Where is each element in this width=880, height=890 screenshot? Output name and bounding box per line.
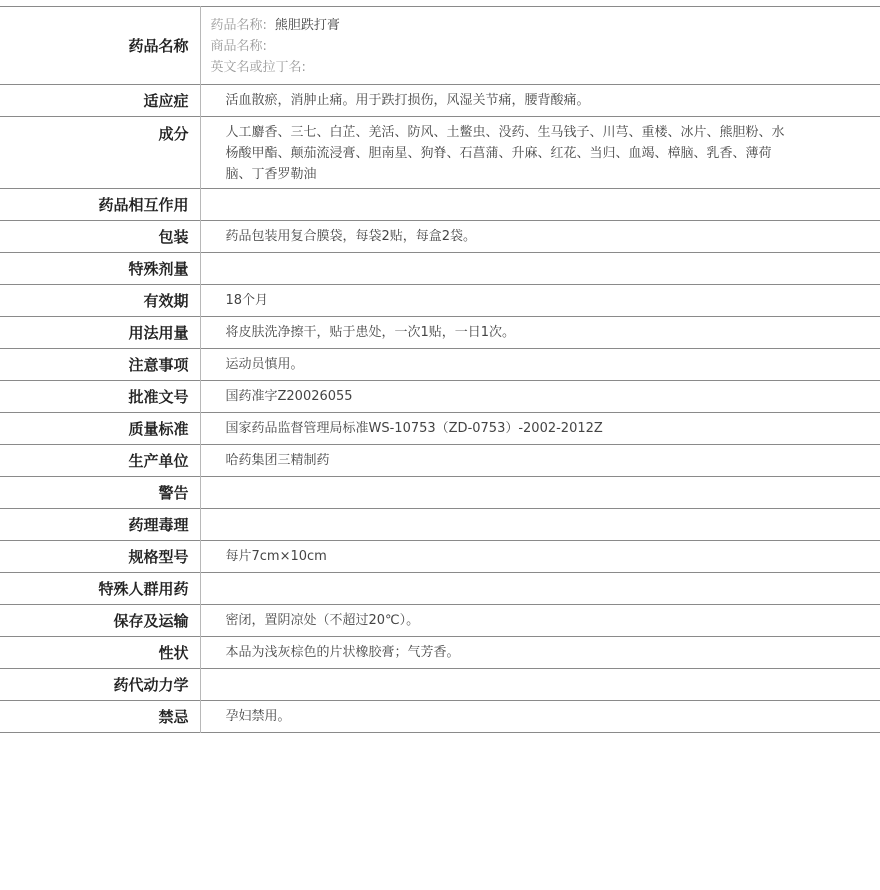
row-label: 药品相互作用 [0, 189, 200, 221]
row-value [200, 253, 880, 285]
row-value [200, 189, 880, 221]
row-label: 用法用量 [0, 317, 200, 349]
row-label: 警告 [0, 477, 200, 509]
row-label: 特殊剂量 [0, 253, 200, 285]
row-value: 密闭，置阴凉处（不超过20℃）。 [225, 613, 420, 628]
row-approval-number [0, 381, 880, 413]
row-manufacturer [0, 445, 880, 477]
row-pharmacokinetics [0, 669, 880, 701]
row-contraindications [0, 701, 880, 733]
english-name-label: 英文名或拉丁名: [210, 60, 306, 75]
row-description [0, 637, 880, 669]
row-special-dosage [0, 253, 880, 285]
row-interactions [0, 189, 880, 221]
row-value: 本品为浅灰棕色的片状橡胶膏；气芳香。 [225, 645, 460, 660]
row-precautions [0, 349, 880, 381]
row-value: 活血散瘀，消肿止痛。用于跌打损伤，风湿关节痛，腰背酸痛。 [225, 93, 590, 108]
row-pharmacology [0, 509, 880, 541]
row-packaging [0, 221, 880, 253]
row-warning [0, 477, 880, 509]
row-value: 每片7cm×10cm [225, 549, 327, 564]
row-label: 保存及运输 [0, 605, 200, 637]
row-label: 适应症 [0, 85, 200, 117]
row-storage [0, 605, 880, 637]
row-value: 人工麝香、三七、白芷、羌活、防风、土鳖虫、没药、生马钱子、川芎、重楼、冰片、熊胆粉、水杨酸甲酯、颠茄流浸膏、胆南星、狗脊、石菖蒲、升麻、红花、当归、血竭、樟脑、乳香、薄荷脑、丁香罗勒油 [225, 125, 785, 182]
row-label: 规格型号 [0, 541, 200, 573]
row-value: 运动员慎用。 [225, 357, 304, 372]
row-label: 成分 [0, 117, 200, 189]
row-label: 生产单位 [0, 445, 200, 477]
row-value: 孕妇禁用。 [225, 709, 291, 724]
row-value: 国药准字Z20026055 [225, 389, 353, 404]
row-indications [0, 85, 880, 117]
drug-info-table [0, 6, 880, 733]
names-cell [200, 7, 880, 85]
row-label: 禁忌 [0, 701, 200, 733]
row-drug-name [0, 7, 880, 85]
row-value [200, 573, 880, 605]
row-label: 包装 [0, 221, 200, 253]
row-label: 批准文号 [0, 381, 200, 413]
row-value-cell [200, 117, 880, 189]
generic-name-label: 药品名称: [210, 18, 267, 33]
row-value: 国家药品监督管理局标准WS-10753（ZD-0753）-2002-2012Z [225, 421, 603, 436]
row-label: 药品名称 [0, 7, 200, 85]
row-label: 注意事项 [0, 349, 200, 381]
row-value [200, 669, 880, 701]
row-label: 特殊人群用药 [0, 573, 200, 605]
row-ingredients [0, 117, 880, 189]
row-label: 药理毒理 [0, 509, 200, 541]
row-label: 药代动力学 [0, 669, 200, 701]
row-value: 哈药集团三精制药 [225, 453, 330, 468]
row-label: 性状 [0, 637, 200, 669]
row-value: 将皮肤洗净擦干，贴于患处，一次1贴，一日1次。 [225, 325, 516, 340]
row-label: 有效期 [0, 285, 200, 317]
row-shelf-life [0, 285, 880, 317]
trade-name-label: 商品名称: [210, 39, 267, 54]
row-value [200, 509, 880, 541]
row-specification [0, 541, 880, 573]
row-value [200, 477, 880, 509]
row-label: 质量标准 [0, 413, 200, 445]
row-usage-dosage [0, 317, 880, 349]
generic-name-line [211, 15, 880, 36]
row-value: 药品包装用复合膜袋，每袋2贴，每盒2袋。 [225, 229, 477, 244]
row-quality-standard [0, 413, 880, 445]
generic-name-value: 熊胆跌打膏 [274, 18, 340, 33]
row-special-population [0, 573, 880, 605]
row-value: 18个月 [225, 293, 269, 308]
